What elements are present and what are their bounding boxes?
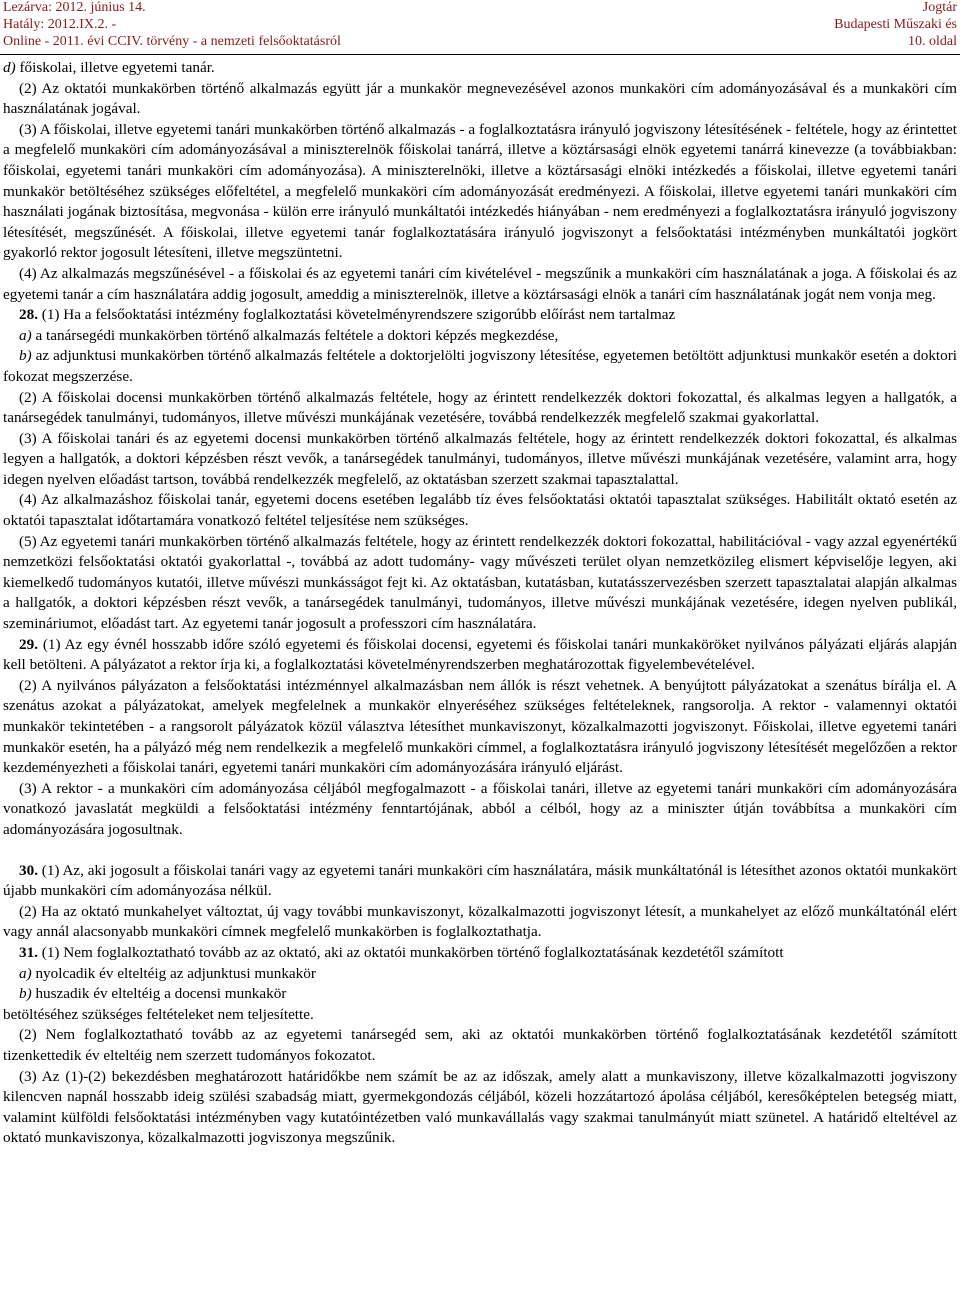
section-28: [3, 305, 957, 326]
item-label: a): [19, 326, 32, 344]
paragraph: (2) Az oktatói munkakörben történő alkalmazás együtt jár a munkakör megnevezésével azonos munkaköri cím adományozásával és a munkaköri cím használatának jogával.: [3, 79, 957, 118]
item-text: a tanársegédi munkakörben történő alkalmazás feltétele a doktori képzés megkezdése,: [31, 326, 559, 344]
section-text: (1) Ha a felsőoktatási intézmény foglalkoztatási követelményrendszere szigorúbb előírást nem tartalmaz: [37, 306, 676, 324]
page-number: 10. oldal: [908, 34, 957, 49]
section-text: (1) Nem foglalkoztatható tovább az az oktató, aki az oktatói munkakörben történő foglalkoztatásának kezdetétől számított: [37, 943, 784, 961]
paragraph: (3) A főiskolai, illetve egyetemi tanári munkakörben történő alkalmazás - a foglalkoztatásra irányuló jogviszony létesítésének - feltétele, hogy az érintettet a megfelelő munkaköri cím adományozásával a miniszterelnök főiskolai tanárrá, illetve a köztársasági elnök egyetemi tanárrá kinevezze (a továbbiakban: főiskolai, egyetemi tanári munkaköri cím adományozása). A miniszterelnöki, illetve a köztársasági elnöki intézkedés a főiskolai, illetve egyetemi tanári munkakör betöltéséhez szükséges előfeltétel, a megfelelő munkaköri cím adományozását eredményezi. A főiskolai, illetve egyetemi tanári munkaköri cím használati jogának biztosítása, megvonása - külön erre irányuló munkáltatói intézkedés hiányában - nem eredményezi a foglalkoztatásra irányuló jogviszony létesítését, megszűnését. A főiskolai, illetve egyetemi tanár foglalkoztatására irányuló jogviszonyt a felsőoktatási intézményben munkáltatói jogkört gyakorló rektor jogosult létesíteni, illetve megszüntetni.: [3, 120, 957, 262]
header-divider: [0, 54, 960, 55]
paragraph: (3) A rektor - a munkaköri cím adományozása céljából megfogalmazott - a főiskolai tanári, illetve az egyetemi tanári munkaköri cím adományozására vonatkozó javaslatát megküldi a felsőoktatási intézmény fenntartójának, abból a célból, hogy az a miniszter útján továbbítsa a munkaköri cím adományozására jogosultnak.: [3, 779, 957, 838]
paragraph: (4) Az alkalmazás megszűnésével - a főiskolai és az egyetemi tanári cím kivételével - megszűnik a munkaköri cím használatának a joga. A főiskolai és az egyetemi tanár a cím használatára addig jogosult, ameddig a miniszterelnök, illetve a köztársasági elnök a tanári cím használatának jogát nem vonja meg.: [3, 264, 957, 303]
item-label: b): [19, 347, 32, 365]
list-item: [3, 346, 957, 387]
section-30: [3, 861, 957, 902]
section-29: [3, 635, 957, 676]
publisher-name: Jogtár: [922, 0, 957, 15]
paragraph: [3, 58, 957, 79]
item-label: b): [19, 985, 32, 1003]
paragraph: (3) Az (1)-(2) bekezdésben meghatározott határidőkbe nem számít be az az időszak, amely alatt a munkaviszony, illetve közalkalmazotti jogviszony kilencven napnál hosszabb ideig szülési szabadság miatt, gyermekgondozás céljából, közeli hozzátartozó ápolása céljából, keresőképtelen betegség miatt, valamint külföldi felsőoktatási intézményben vagy kutatóintézetben való munkavállalás vagy szakmai tanulmányút miatt szünetel. A határidő elteltével az oktató munkaviszonya, közalkalmazotti jogviszonya megszűnik.: [3, 1067, 957, 1147]
effective-date: Hatály: 2012.IX.2. -: [3, 17, 117, 32]
paragraph: betöltéséhez szükséges feltételeket nem teljesítette.: [3, 1005, 314, 1023]
item-text: nyolcadik év elteltéig az adjunktusi munkakör: [31, 964, 316, 982]
closed-date: Lezárva: 2012. június 14.: [3, 0, 146, 15]
section-number: 28.: [19, 306, 38, 324]
section-number: 31.: [19, 943, 38, 961]
item-label: d): [3, 59, 16, 76]
section-31: [3, 943, 957, 964]
paragraph: (3) A főiskolai tanári és az egyetemi docensi munkakörben történő alkalmazás feltétele, hogy az érintett rendelkezzék doktori fokozattal, és alkalmas legyen a hallgatók, a doktori képzésben részt vevők, a tanársegédek tanulmányi, tudományos, illetve művészi munkájának vezetésére, valamint arra, hogy idegen nyelven előadást tartson, továbbá rendelkezzék megfelelő, az oktatásban szerzett szakmai tapasztalattal.: [3, 429, 957, 488]
list-item: [3, 984, 957, 1005]
section-number: 29.: [19, 635, 38, 653]
list-item: [3, 326, 957, 347]
paragraph: (2) Nem foglalkoztatható tovább az az egyetemi tanársegéd sem, aki az oktatói munkakörben történő foglalkoztatásának kezdetétől számított tizenkettedik év elteltéig nem szerzett tudományos fokozatot.: [3, 1026, 957, 1064]
page-header: [0, 0, 960, 55]
paragraph: (2) Ha az oktató munkahelyet változtat, új vagy további munkaviszonyt, közalkalmazotti jogviszonyt létesít, a munkahelyet az előző munkáltatónál elért vagy annál alacsonyabb munkaköri címnek megfelelő munkakörben is foglalkoztathatja.: [3, 902, 957, 941]
item-text: az adjunktusi munkakörben történő alkalmazás feltétele a doktorjelölti jogviszony létesítése, egyetemen betöltött adjunktusi munkakör esetén a doktori fokozat megszerzése.: [3, 347, 957, 385]
document-title: Online - 2011. évi CCIV. törvény - a nemzeti felsőoktatásról: [3, 34, 341, 49]
section-text: (1) Az, aki jogosult a főiskolai tanári vagy az egyetemi tanári munkaköri cím használatára, másik munkáltatónál is létesíthet azonos oktatói munkakört újabb munkaköri cím adományozása nélkül.: [3, 861, 957, 900]
list-item: [3, 964, 957, 985]
section-text: (1) Az egy évnél hosszabb időre szóló egyetemi és főiskolai docensi, egyetemi és főiskolai tanári munkaköröket nyilvános pályázati eljárás alapján kell betölteni. A pályázatot a rektor írja ki, a foglalkoztatási követelményrendszerben meghatározottak figyelembevételével.: [3, 635, 957, 674]
paragraph: (2) A főiskolai docensi munkakörben történő alkalmazás feltétele, hogy az érintett rendelkezzék doktori fokozattal, és alkalmas legyen a hallgatók, a tanársegédek tanulmányi, tudományos, illetve művészi munkájának vezetésére, továbbá rendelkezzék megfelelő szakmai gyakorlattal.: [3, 388, 957, 427]
paragraph: (4) Az alkalmazáshoz főiskolai tanár, egyetemi docens esetében legalább tíz éves felsőoktatási oktatói tapasztalat szükséges. Habilitált oktató esetén az oktatói tapasztalat időtartamára vonatkozó feltétel teljesítése nem szükséges.: [3, 491, 957, 530]
item-label: a): [19, 964, 32, 982]
section-number: 30.: [19, 861, 38, 879]
item-text: huszadik év elteltéig a docensi munkakör: [31, 985, 287, 1003]
licensee-name: Budapesti Műszaki és: [834, 17, 957, 32]
paragraph: (5) Az egyetemi tanári munkakörben történő alkalmazás feltétele, hogy az érintett rendelkezzék doktori fokozattal, habilitációval - vagy azzal egyenértékű nemzetközi felsőoktatási oktatói gyakorlattal -, továbbá az adott tudomány- vagy művészeti terület olyan nemzetközileg elismert képviselője legyen, aki kiemelkedő tudományos kutatói, illetve művészi munkásságot fejt ki. Az oktatásban, kutatásban, kutatásszervezésben szerzett tapasztalatai alapján alkalmas a hallgatók, a doktori képzésben részt vevők, a tanársegédek tanulmányi, tudományos, illetve művészi munkájának vezetésére, idegen nyelven publikál, szemináriumot, előadást tart. Az egyetemi tanár jogosult a professzori cím használatára.: [3, 532, 957, 633]
item-text: főiskolai, illetve egyetemi tanár.: [15, 59, 215, 76]
paragraph: (2) A nyilvános pályázaton a felsőoktatási intézménnyel alkalmazásban nem állók is részt vehetnek. A benyújtott pályázatokat a szenátus bírálja el. A szenátus azokat a pályázatokat, amelyek megfelelnek a munkakör elnyeréséhez szükséges feltételeknek, rangsorolja. A rektor - valamennyi oktatói munkakör tekintetében - a rangsorolt pályázatok közül választva létesíthet munkaviszonyt, közalkalmazotti jogviszonyt. Főiskolai, illetve egyetemi tanári munkakör esetén, ha a pályázó még nem rendelkezik a megfelelő munkaköri címmel, a foglalkoztatásra irányuló jogviszony létesítését megelőzően a rektor kezdeményezheti a főiskolai tanári, egyetemi tanári munkaköri cím adományozására irányuló eljárást.: [3, 676, 957, 777]
document-body: [3, 58, 957, 1149]
